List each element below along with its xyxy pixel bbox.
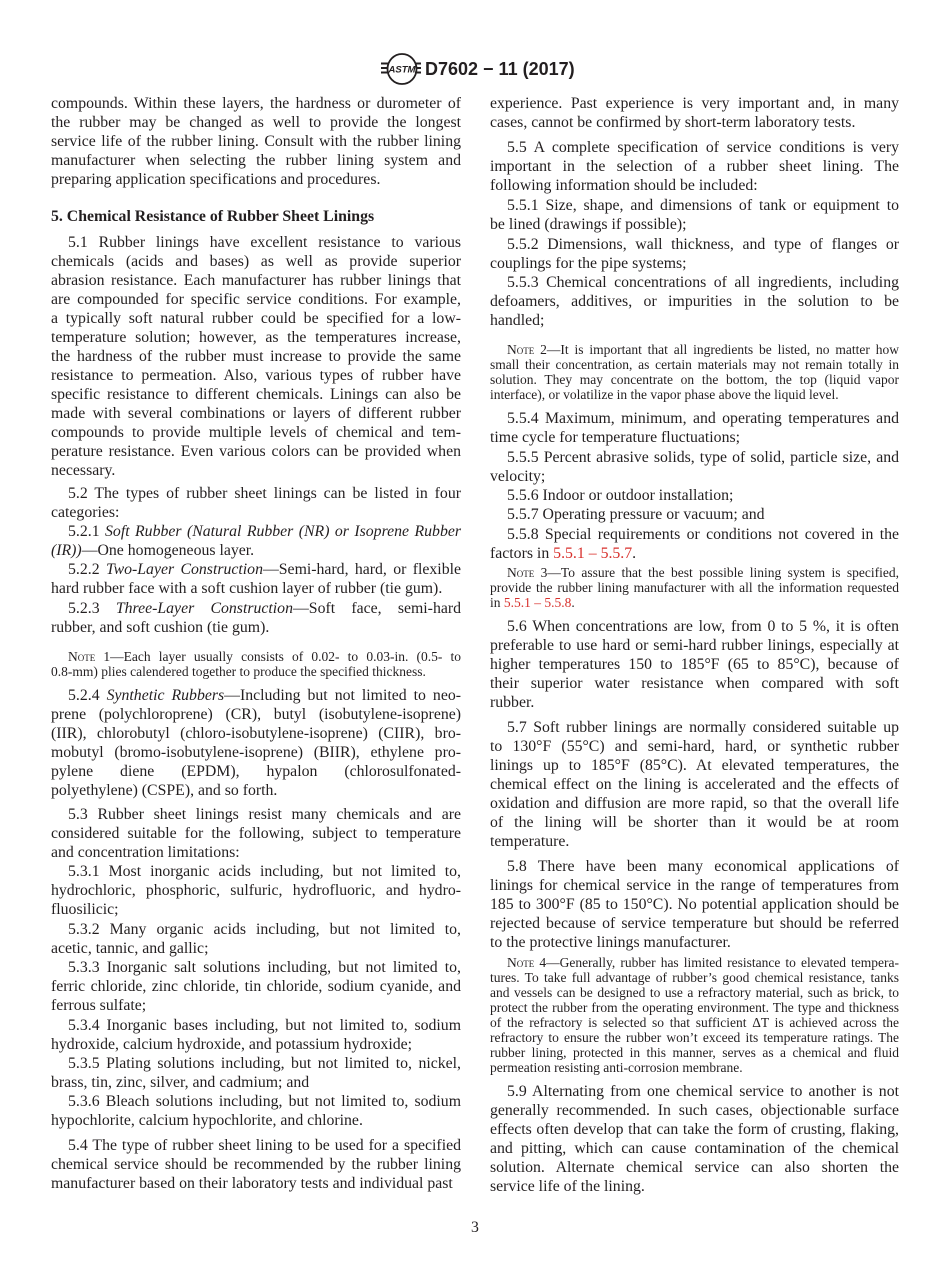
text-line: 5.3.3 Inorganic salt solutions including, but not limited to, (68, 958, 461, 976)
section-heading-5 (51, 207, 461, 226)
section-5-4 (51, 1136, 461, 1193)
text-line: ferric chloride, zinc chloride, tin chloride, sodium cyanide, and (51, 977, 461, 995)
text-run: —Generally, rubber has limited resistance to elevated tempera- (546, 954, 899, 970)
section-5-2-4 (51, 686, 461, 800)
italic-term: Synthetic Rubbers (106, 686, 225, 704)
text-line: 5.5.4 Maximum, minimum, and operating temperatures and (507, 409, 899, 427)
text-line: and concentration limitations: (51, 843, 240, 861)
section-5-5-7 (490, 505, 899, 524)
text-line: service life of the lining. (490, 1177, 645, 1195)
text-line: the rubber may be changed as well to provide the longest (51, 113, 461, 131)
note-label: Note 1 (68, 648, 111, 664)
text-line: fluosilicic; (51, 900, 119, 918)
text-line: rejected because of service temperature but should be referred (490, 914, 899, 932)
text-line: of the lining will be shorter than it would be at room (490, 813, 899, 831)
section-5-3-3 (51, 958, 461, 1015)
italic-term: Soft Rubber (Natural Rubber (NR) or Isoprene Rubber (105, 522, 461, 540)
text-line: experience. Past experience is very important and, in many (490, 94, 899, 112)
text-line (51, 649, 461, 664)
text-line: 5.9 Alternating from one chemical service to another is not (507, 1082, 899, 1100)
section-5-3-5 (51, 1054, 461, 1092)
text-line: handled; (490, 311, 545, 329)
text-line: important in the selection of a rubber sheet lining. The (490, 157, 899, 175)
text-line: manufacturer when selecting the rubber lining system and (51, 151, 461, 169)
text-line: rubber. (490, 694, 535, 711)
text-run: —Each layer usually consists of 0.02- to 0.03-in. (0.5- to (110, 648, 461, 664)
section-5-2-1 (51, 522, 461, 560)
section-5-5-6 (490, 486, 899, 505)
text-line: chemicals (acids and bases) as well as provide superior (51, 252, 461, 270)
text-line: to the protective linings manufacturer. (490, 933, 731, 951)
text-line: interface), or volatilize in the vapor phase above the liquid level. (490, 386, 839, 402)
text-line: preferable to use hard or semi-hard rubber linings, especially at (490, 637, 899, 654)
text-line (51, 599, 461, 618)
text-run: 5.2.4 (68, 686, 107, 704)
text-run: 5.2.1 (68, 522, 106, 540)
text-line: and pitting, which can cause contamination of the chemical (490, 1139, 899, 1157)
text-line (490, 565, 899, 580)
text-line: 185 to 300°F (85 to 150°C). No potential application should be (490, 895, 899, 913)
text-line: necessary. (51, 461, 116, 479)
text-line (51, 522, 461, 541)
text-line: compounds to provide multiple levels of chemical and tem- (51, 423, 461, 441)
text-line: 5.3.1 Most inorganic acids including, but not limited to, (68, 862, 461, 880)
text-line: 0.8-mm) plies calendered together to produce the specified thickness. (51, 663, 426, 679)
text-line (490, 544, 899, 563)
text-line: a typically soft natural rubber could be specified for a low- (51, 309, 461, 327)
text-line: 5.3 Rubber sheet linings resist many chemicals and are (68, 805, 461, 823)
text-line: higher temperatures 150 to 185°F (65 to 85°C), because of (490, 656, 899, 673)
italic-term: Two-Layer Construction (105, 560, 263, 578)
text-run: —Semi-hard, hard, or flexible (262, 560, 461, 578)
note-label: Note 2 (507, 341, 547, 357)
text-line: compounds. Within these layers, the hardness or durometer of (51, 94, 461, 112)
astm-logo-lettering: ASTM (388, 64, 416, 76)
text-line: perature resistance. Even various colors can be provided when (51, 442, 461, 460)
text-line: 5.5 A complete specification of service conditions is very (507, 138, 899, 156)
text-line: considered suitable for the following, subject to temperature (51, 824, 461, 842)
continued-paragraph (490, 94, 899, 132)
section-5-7 (490, 718, 899, 851)
document-designation: D7602 − 11 (2017) (425, 59, 575, 79)
text-line: (IIR), chlorobutyl (chloro-isobutylene-isoprene) (CIIR), bro- (51, 724, 461, 742)
text-line: 5.5.2 Dimensions, wall thickness, and type of flanges or (507, 235, 899, 253)
text-line (51, 560, 461, 579)
text-line: 5.6 When concentrations are low, from 0 to 5 %, it is often (507, 618, 899, 635)
text-line: 5.8 There have been many economical applications of (507, 857, 899, 875)
section-5-2-2 (51, 560, 461, 598)
text-line (490, 955, 899, 970)
text-run: in (490, 595, 504, 610)
text-line: temperature solution; however, as the temperatures increase, (51, 328, 461, 346)
text-line: generally recommended. In such cases, objectionable surface (490, 1101, 899, 1119)
text-line: 5.5.6 Indoor or outdoor installation; (507, 486, 734, 504)
text-run: 5.2.3 (68, 599, 116, 617)
astm-logo (380, 52, 422, 86)
text-line: time cycle for temperature fluctuations; (490, 428, 741, 446)
text-line: be lined (drawings if possible); (490, 215, 687, 233)
section-5-2 (51, 484, 461, 522)
text-line: refractory to ensure the rubber won’t exceed its temperature ratings. The (490, 1029, 899, 1045)
text-line: of the refractory is selected so that sufficient ΔT is achieved across the (490, 1014, 899, 1030)
text-line: ferrous sulfate; (51, 996, 147, 1014)
text-line: solution. They may concentrate on the bottom, the top (liquid vapor (490, 371, 899, 387)
text-run: 5.2.2 (68, 560, 106, 578)
note-1 (51, 649, 461, 679)
text-line: polyethylene) (CSPE), and so forth. (51, 781, 278, 799)
text-run: . (571, 595, 575, 610)
text-run: —It is important that all ingredients be listed, no matter how (546, 341, 899, 357)
page-number: 3 (471, 1219, 479, 1236)
text-line: oxidation and diffusion are more rapid, so that the overall life (490, 794, 899, 812)
text-line: brass, tin, zinc, silver, and cadmium; and (51, 1073, 310, 1091)
text-line: linings for chemical service in the range of temperatures from (490, 876, 899, 894)
text-line: mobutyl (bromo-isobutylene-isoprene) (BIIR), ethylene pro- (51, 743, 461, 761)
text-line: hydroxide, calcium hydroxide, and potassium hydroxide; (51, 1035, 413, 1053)
section-5-5 (490, 138, 899, 195)
text-line: chemical service should be recommended by the rubber lining (51, 1155, 461, 1173)
text-line: 5.5.5 Percent abrasive solids, type of solid, particle size, and (507, 448, 899, 466)
text-line: linings up to 185°F (85°C). At elevated temperatures, the (490, 756, 899, 774)
text-line: 5.7 Soft rubber linings are normally considered suitable up (507, 718, 899, 736)
text-line: following information should be included: (490, 176, 758, 194)
text-run: —Soft face, semi-hard (292, 599, 462, 617)
section-5-3 (51, 805, 461, 862)
text-line: and vessels can be designed to use a refractory material, such as brick, to (490, 984, 899, 1000)
section-5-5-5 (490, 448, 899, 486)
text-line: pylene diene (EPDM), hypalon (chlorosulfonated- (51, 762, 461, 780)
text-line: velocity; (490, 467, 546, 485)
section-5-9 (490, 1082, 899, 1196)
text-line (51, 541, 461, 560)
text-line: to 130°F (55°C) and semi-hard, hard, or synthetic rubber (490, 737, 899, 755)
note-2 (490, 342, 899, 402)
text-line: rubber lining, protected in this manner, serves as a chemical and fluid (490, 1044, 899, 1060)
section-5-5-1 (490, 196, 899, 234)
text-line: protect the rubber from the operating environment. The type and thickness (490, 999, 899, 1015)
section-5-5-2 (490, 235, 899, 273)
text-line: prene (polychloroprene) (CR), butyl (isobutylene-isoprene) (51, 705, 461, 723)
italic-term: (IR)) (51, 541, 82, 559)
text-line: defoamers, additives, or impurities in the solution to be (490, 292, 899, 310)
text-line: hypochlorite, calcium hypochlorite, and chlorine. (51, 1111, 363, 1129)
section-5-3-1 (51, 862, 461, 919)
section-5-1 (51, 233, 461, 480)
text-line: couplings for the pipe systems; (490, 254, 687, 272)
text-line: 5.5.8 Special requirements or conditions not covered in the (507, 525, 899, 543)
text-run: —To assure that the best possible lining system is specified, (547, 565, 899, 580)
note-label: Note 3 (507, 565, 548, 580)
text-line: 5.3.2 Many organic acids including, but not limited to, (68, 920, 461, 938)
section-5-3-4 (51, 1016, 461, 1054)
text-run: factors in (490, 544, 554, 562)
text-run: —One homogeneous layer. (81, 541, 255, 559)
text-line (490, 595, 899, 610)
text-line: cases, cannot be confirmed by short-term laboratory tests. (490, 113, 856, 131)
text-line: acetic, tannic, and gallic; (51, 939, 209, 957)
text-line: 5.3.4 Inorganic bases including, but not limited to, sodium (68, 1016, 461, 1034)
note-4 (490, 955, 899, 1075)
text-line: service life of the rubber lining. Consult with the rubber lining (51, 132, 461, 150)
section-5-3-2 (51, 920, 461, 958)
note-label: Note 4 (507, 954, 547, 970)
text-line: abrasion resistance. Each manufacturer has rubber linings that (51, 271, 461, 289)
text-line: manufacturer based on their laboratory tests and individual past (51, 1174, 453, 1192)
text-line: categories: (51, 503, 120, 521)
text-line: are compounded for specific service conditions. For example, (51, 290, 461, 308)
text-run: . (632, 544, 637, 562)
text-line: chemical effect on the lining is accelerated and the effects of (490, 775, 899, 793)
continued-paragraph (51, 94, 461, 189)
cross-reference-link[interactable]: 5.5.1 – 5.5.8 (503, 595, 572, 610)
italic-term: Three-Layer Construction (115, 599, 293, 617)
text-line: 5.5.1 Size, shape, and dimensions of tank or equipment to (507, 196, 899, 214)
text-line: permeation resisting anti-corrosion membrane. (490, 1059, 743, 1075)
section-5-5-4 (490, 409, 899, 447)
text-line: 5.2 The types of rubber sheet linings can be listed in four (68, 484, 461, 502)
text-line: rubber, and soft cushion (tie gum). (51, 618, 270, 636)
text-line: effects often develop that can take the form of crusting, flaking, (490, 1120, 899, 1138)
text-line: made with several combinations or layers of different rubber (51, 404, 461, 422)
text-line: 5. Chemical Resistance of Rubber Sheet Linings (51, 207, 375, 225)
text-line: 5.3.5 Plating solutions including, but not limited to, nickel, (68, 1054, 461, 1072)
text-line: 5.1 Rubber linings have excellent resistance to various (68, 233, 461, 251)
text-line: solution. Alternate chemical service can also shorten the (490, 1158, 899, 1176)
text-line: preparing application specifications and procedures. (51, 170, 381, 188)
text-line: their superior water resistance when compared with soft (490, 675, 899, 692)
text-line: 5.4 The type of rubber sheet lining to be used for a specified (68, 1136, 461, 1154)
note-3 (490, 565, 899, 610)
section-5-5-3 (490, 273, 899, 330)
text-line: provide the rubber lining manufacturer with all the information requested (490, 580, 899, 595)
text-line: hydrochloric, phosphoric, sulfuric, hydrofluoric, and hydro- (51, 881, 461, 899)
cross-reference-link[interactable]: 5.5.1 – 5.5.7 (553, 544, 633, 562)
text-line: temperature. (490, 832, 570, 850)
text-line: resistance to permeation. Also, various types of rubber have (51, 366, 461, 384)
section-5-6 (490, 617, 899, 712)
text-line: hard rubber face with a soft cushion layer of rubber (tie gum). (51, 579, 443, 597)
text-line: specific resistance to different chemicals. Linings can also be (51, 385, 461, 403)
section-5-5-8 (490, 525, 899, 563)
text-line (51, 686, 461, 705)
text-line: small their concentration, as certain materials may not remain totally in (490, 356, 899, 372)
text-line: 5.5.7 Operating pressure or vacuum; and (507, 505, 765, 523)
text-line: the hardness of the rubber must increase to provide the same (51, 347, 461, 365)
text-run: —Including but not limited to neo- (224, 686, 462, 704)
text-line: 5.5.3 Chemical concentrations of all ingredients, including (507, 273, 899, 291)
text-line: 5.3.6 Bleach solutions including, but not limited to, sodium (68, 1092, 461, 1110)
section-5-2-3 (51, 599, 461, 637)
text-line: tures. To take full advantage of rubber’s good chemical resistance, tanks (490, 969, 899, 985)
section-5-8 (490, 857, 899, 952)
text-line (490, 342, 899, 357)
section-5-3-6 (51, 1092, 461, 1130)
